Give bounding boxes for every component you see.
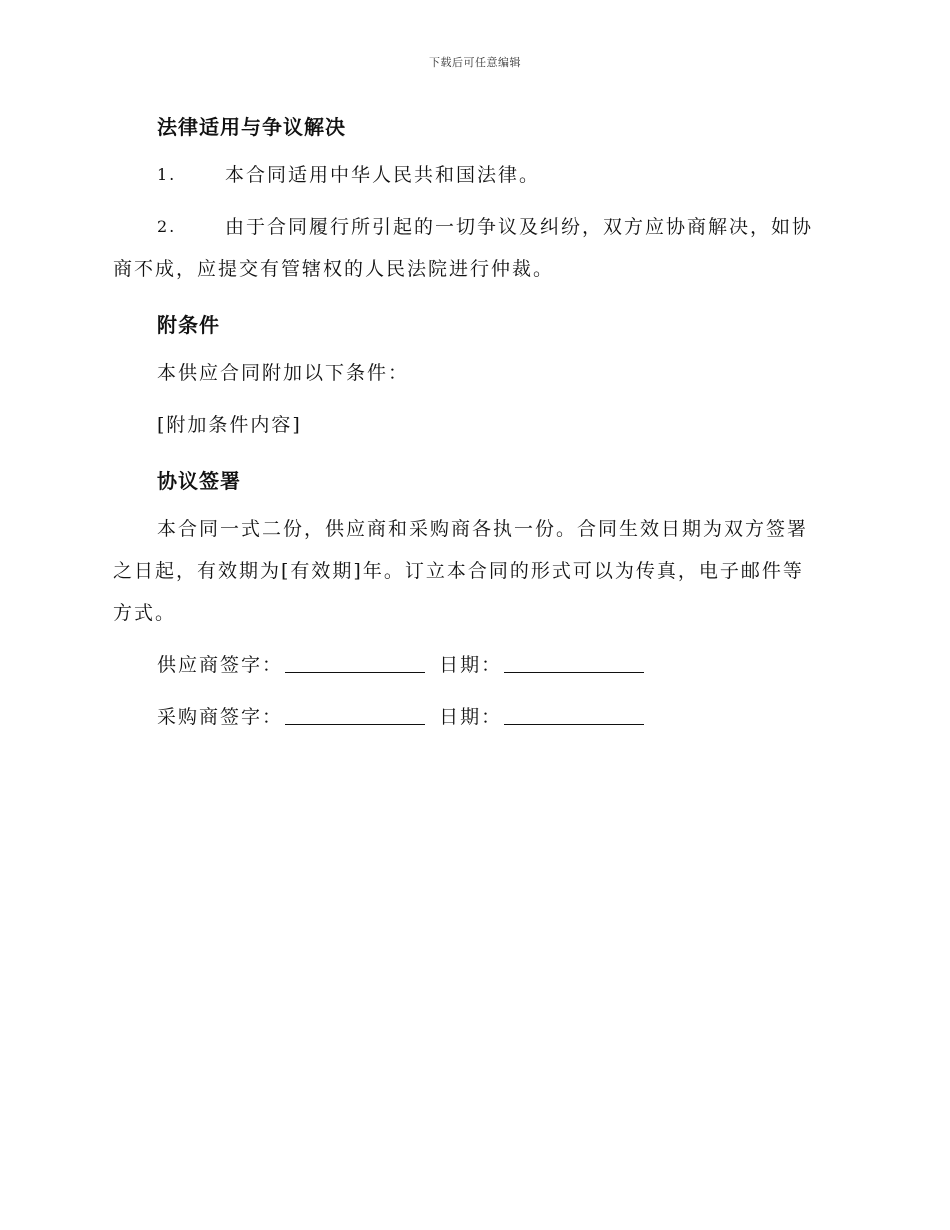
signing-line-1: 本合同一式二份，供应商和采购商各执一份。合同生效日期为双方签署 xyxy=(157,518,809,540)
page-header: 下载后可任意编辑 xyxy=(429,56,521,69)
supplier-date-blank[interactable] xyxy=(504,654,644,673)
clause-2-text-line1: 由于合同履行所引起的一切争议及纠纷，双方应协商解决，如协 xyxy=(225,216,814,238)
conditions-intro: 本供应合同附加以下条件： xyxy=(157,362,410,384)
section-heading-signing: 协议签署 xyxy=(157,469,241,493)
supplier-date-label: 日期： xyxy=(439,654,503,676)
supplier-signature-row xyxy=(113,644,833,686)
clause-1 xyxy=(113,154,833,196)
buyer-date-blank[interactable] xyxy=(504,706,644,725)
section-heading-conditions: 附条件 xyxy=(157,313,220,337)
section-heading-law: 法律适用与争议解决 xyxy=(157,115,346,139)
signing-line-3: 方式。 xyxy=(113,602,177,624)
document-body xyxy=(113,110,833,738)
conditions-placeholder: [附加条件内容] xyxy=(157,414,302,436)
clause-2-number: 2. xyxy=(157,217,177,236)
buyer-signature-row xyxy=(113,696,833,738)
signing-paragraph xyxy=(113,508,833,634)
clause-2 xyxy=(113,206,833,290)
supplier-signature-blank[interactable] xyxy=(285,654,425,673)
buyer-signature-label: 采购商签字： xyxy=(157,706,284,728)
signing-line-2: 之日起，有效期为[有效期]年。订立本合同的形式可以为传真，电子邮件等 xyxy=(113,560,804,582)
clause-1-number: 1. xyxy=(157,165,177,184)
buyer-signature-blank[interactable] xyxy=(285,706,425,725)
clause-1-text: 本合同适用中华人民共和国法律。 xyxy=(225,164,541,186)
supplier-signature-label: 供应商签字： xyxy=(157,654,284,676)
clause-2-text-line2: 商不成，应提交有管辖权的人民法院进行仲裁。 xyxy=(113,258,555,280)
buyer-date-label: 日期： xyxy=(439,706,503,728)
